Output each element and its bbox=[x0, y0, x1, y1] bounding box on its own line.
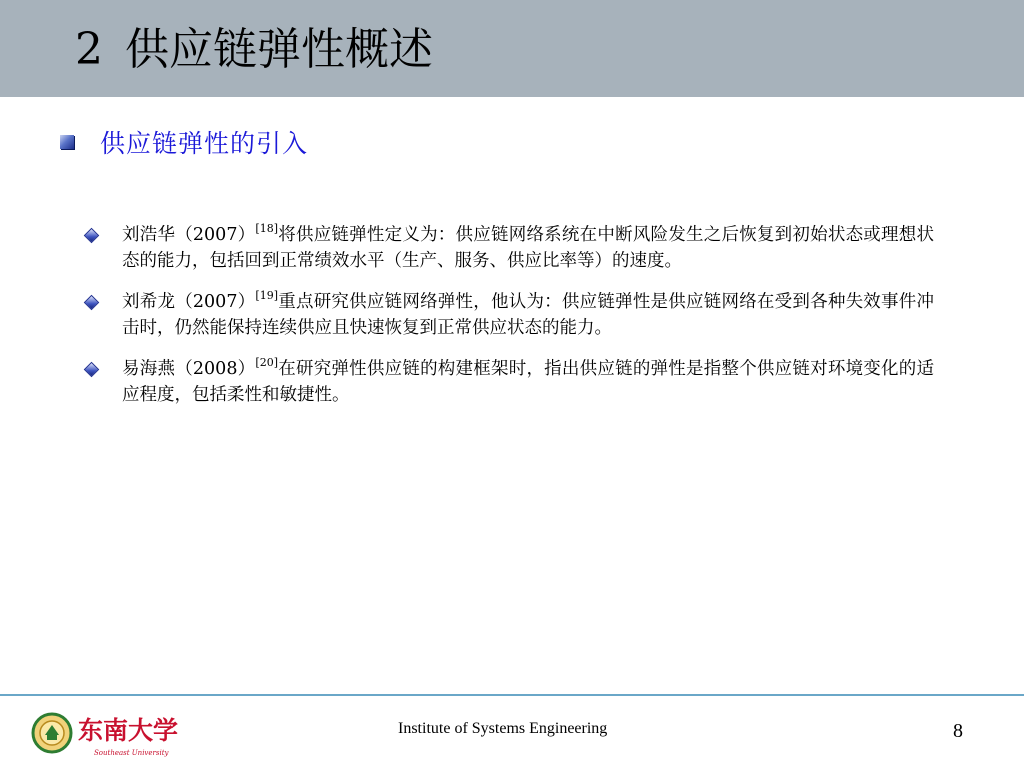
square-bullet-icon bbox=[60, 135, 74, 149]
title-label: 供应链弹性概述 bbox=[125, 24, 433, 75]
bullet-lead: 刘希龙（2007） bbox=[122, 292, 256, 312]
university-logo bbox=[28, 708, 198, 760]
bullet-item bbox=[84, 222, 934, 274]
citation-ref: [19] bbox=[255, 289, 279, 302]
bullet-text: 在研究弹性供应链的构建框架时，指出供应链的弹性是指整个供应链对环境变化的适应程度，包括柔性和敏捷性。 bbox=[122, 359, 934, 405]
bullet-text: 将供应链弹性定义为：供应链网络系统在中断风险发生之后恢复到初始状态或理想状态的能力，包括回到正常绩效水平（生产、服务、供应比率等）的速度。 bbox=[122, 225, 934, 271]
title-number: 2 bbox=[75, 24, 103, 75]
section-heading-text: 供应链弹性的引入 bbox=[100, 129, 309, 158]
slide-title bbox=[75, 22, 433, 78]
bullet-lead: 刘浩华（2007） bbox=[122, 225, 256, 245]
citation-ref: [20] bbox=[255, 356, 279, 369]
diamond-bullet-icon bbox=[84, 228, 100, 244]
bullet-list bbox=[84, 222, 934, 423]
title-bar bbox=[0, 0, 1024, 97]
diamond-bullet-icon bbox=[84, 295, 100, 311]
footer-divider bbox=[0, 694, 1024, 696]
page-number: 8 bbox=[953, 720, 963, 742]
institute-name: Institute of Systems Engineering bbox=[398, 720, 608, 737]
bullet-text: 重点研究供应链网络弹性，他认为：供应链弹性是供应链网络在受到各种失效事件冲击时，仍然能保持连续供应且快速恢复到正常供应状态的能力。 bbox=[122, 292, 934, 338]
bullet-lead: 易海燕（2008） bbox=[122, 359, 256, 379]
logo-subtitle: Southeast University bbox=[94, 749, 169, 757]
bullet-item bbox=[84, 289, 934, 341]
diamond-bullet-icon bbox=[84, 362, 100, 378]
citation-ref: [18] bbox=[255, 222, 279, 235]
logo-name: 东南大学 bbox=[78, 716, 179, 745]
bullet-item bbox=[84, 356, 934, 408]
section-heading bbox=[60, 126, 308, 158]
